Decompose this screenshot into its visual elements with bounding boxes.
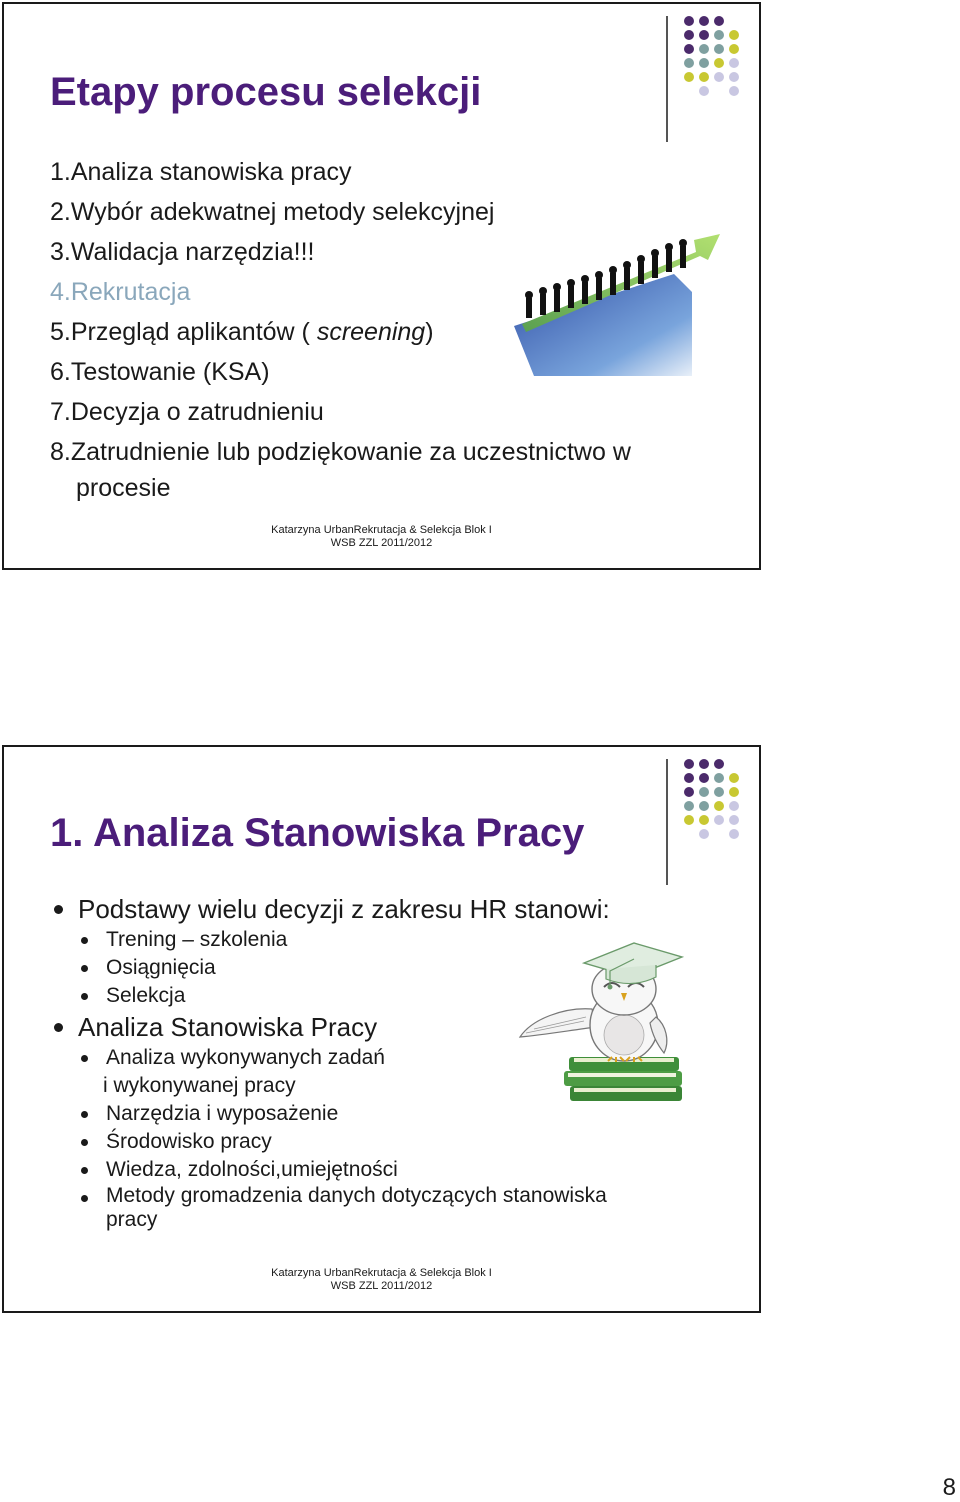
dot [729,58,739,68]
owl-graduate-on-books-icon [514,937,689,1107]
list-item: 7.Decyzja o zatrudnieniu [50,398,324,426]
list-item [50,432,631,504]
slide-footer [4,1267,759,1293]
footer-school-year: WSB ZZL 2011/2012 [330,1280,433,1292]
dot [714,773,724,783]
growth-chart-people-arrow-icon [514,226,734,391]
dot [699,86,709,96]
dot [684,44,694,54]
dot [684,72,694,82]
list-item: 3.Walidacja narzędzia!!! [50,238,315,266]
dot [684,30,694,40]
dot [699,58,709,68]
dot [699,30,709,40]
divider-line [666,759,668,885]
list-item-text: 5.Przegląd aplikantów ( [50,318,317,346]
dot [684,58,694,68]
slide-footer [4,524,759,550]
slide-title: Etapy procesu selekcji [50,70,482,114]
dot [729,44,739,54]
dot [729,30,739,40]
decorative-dot-grid-icon [681,16,751,126]
list-item: 6.Testowanie (KSA) [50,358,270,386]
footer-author-course: Katarzyna UrbanRekrutacja & Selekcja Blok I [271,524,492,536]
slide-etapy-procesu [2,2,761,570]
sub-bullet-item [50,1184,610,1232]
dot [699,16,709,26]
dot [729,801,739,811]
list-item: 1.Analiza stanowiska pracy [50,158,352,186]
list-item-end: ) [425,318,434,346]
dot [714,58,724,68]
sub-bullet-item: Trening – szkolenia [50,926,610,954]
dot [729,72,739,82]
dot [729,773,739,783]
sub-bullet-item: Wiedza, zdolności,umiejętności [50,1156,610,1184]
list-item: 4.Rekrutacja [50,278,191,306]
dot [699,787,709,797]
slide-title: 1. Analiza Stanowiska Pracy [50,811,585,855]
footer-author-course: Katarzyna UrbanRekrutacja & Selekcja Blok I [271,1267,492,1279]
sub-bullet-continuation: pracy [106,1208,158,1231]
dot [729,787,739,797]
dot [699,44,709,54]
dot [714,30,724,40]
sub-bullet-item: Środowisko pracy [50,1128,610,1156]
dot [714,801,724,811]
dot [699,72,709,82]
dot [729,815,739,825]
dot [684,787,694,797]
bullet-item: Podstawy wielu decyzji z zakresu HR stanowi: [50,892,610,926]
dot [714,44,724,54]
sub-bullet-continuation: i wykonywanej pracy [103,1074,296,1097]
dot [699,773,709,783]
dot [714,815,724,825]
sub-bullet-item: Osiągnięcia [50,954,610,982]
sub-bullet-text: Metody gromadzenia danych dotyczących stanowiska [106,1184,607,1207]
sub-bullet-item: Selekcja [50,982,610,1010]
dot [684,16,694,26]
divider-line [666,16,668,142]
footer-school-year: WSB ZZL 2011/2012 [330,537,433,549]
page-number: 8 [942,1474,956,1501]
dot [729,86,739,96]
dot [684,773,694,783]
list-item: 2.Wybór adekwatnej metody selekcyjnej [50,198,495,226]
list-item-italic: screening [316,318,426,346]
list-item-text: 8.Zatrudnienie lub podziękowanie za uczestnictwo w [50,438,631,466]
bullet-item: Analiza Stanowiska Pracy [50,1010,610,1044]
slide-analiza-stanowiska [2,745,761,1313]
dot [684,801,694,811]
sub-bullet-item: Narzędzia i wyposażenie [50,1100,610,1128]
dot [684,815,694,825]
dot [714,759,724,769]
sub-bullet-text: Analiza wykonywanych zadań [106,1046,385,1069]
dot [699,815,709,825]
dot [714,787,724,797]
dot [714,72,724,82]
dot [699,759,709,769]
dot [684,759,694,769]
dot [699,829,709,839]
list-item-continuation: procesie [76,474,171,502]
dot [729,829,739,839]
dot [714,16,724,26]
dot [699,801,709,811]
decorative-dot-grid-icon [681,759,751,869]
